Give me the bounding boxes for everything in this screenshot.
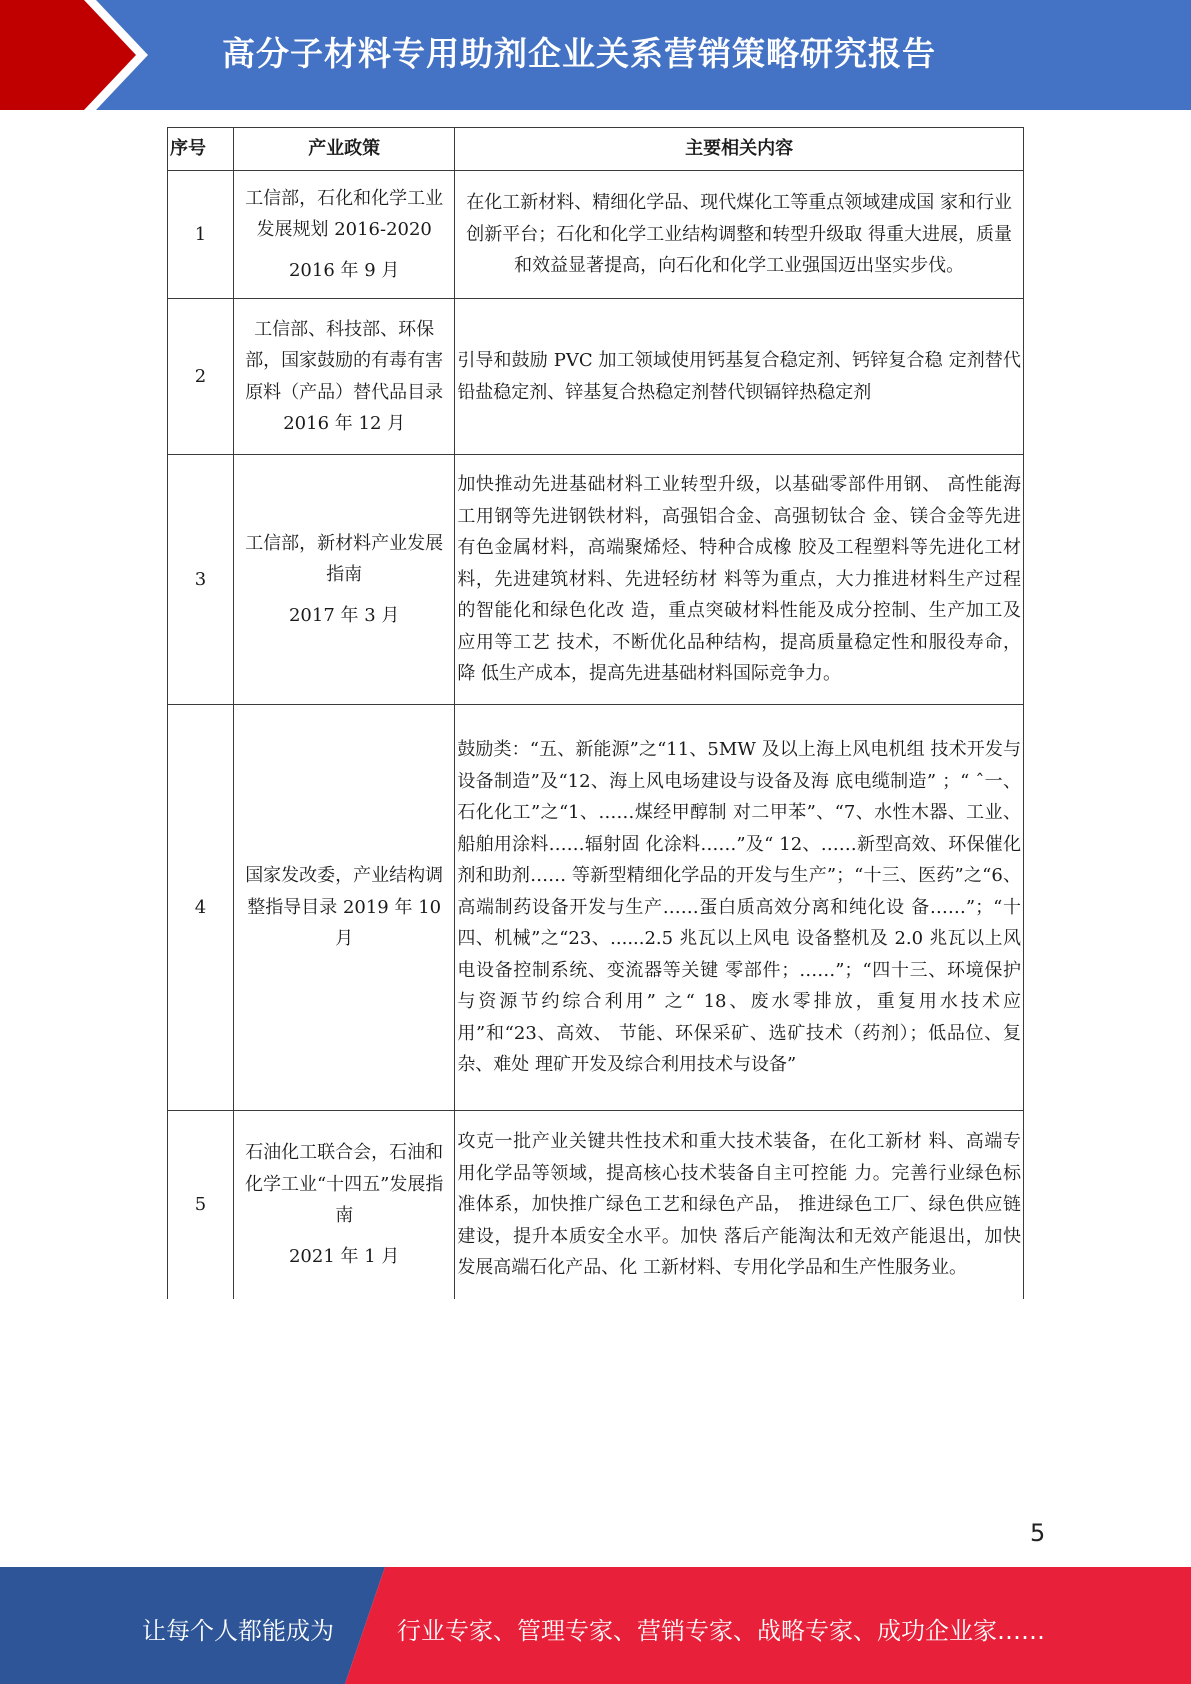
table-row bbox=[168, 705, 1024, 1111]
policy-cell bbox=[234, 1111, 455, 1299]
policy-name: 工信部，石化和化学工业发展规划 2016-2020 bbox=[245, 187, 444, 241]
policy-date: 2017 年 3 月 bbox=[288, 604, 400, 626]
page-number: 5 bbox=[1030, 1519, 1046, 1547]
table-row bbox=[168, 171, 1024, 299]
header-no: 序号 bbox=[168, 128, 234, 171]
row-number: 4 bbox=[168, 705, 234, 1111]
policy-cell bbox=[234, 171, 455, 299]
policy-name: 工信部、科技部、环保部，国家鼓励的有毒有害原料（产品）替代品目录 2016 年 12 月 bbox=[245, 318, 444, 434]
header-content: 主要相关内容 bbox=[455, 128, 1024, 171]
row-number: 3 bbox=[168, 455, 234, 705]
policy-cell bbox=[234, 705, 455, 1111]
table-row bbox=[168, 455, 1024, 705]
row-number: 5 bbox=[168, 1111, 234, 1299]
content-cell: 引导和鼓励 PVC 加工领域使用钙基复合稳定剂、钙锌复合稳 定剂替代铅盐稳定剂、锌基复合热稳定剂替代钡镉锌热稳定剂 bbox=[455, 299, 1024, 455]
header-banner bbox=[0, 0, 1191, 110]
red-chevron-graphic bbox=[0, 0, 150, 110]
footer-slogan-right: 行业专家、管理专家、营销专家、战略专家、成功企业家…… bbox=[397, 1617, 1045, 1645]
policy-cell bbox=[234, 299, 455, 455]
content-cell: 加快推动先进基础材料工业转型升级，以基础零部件用钢、 高性能海工用钢等先进钢铁材料，高强铝合金、高强韧钛合 金、镁合金等先进有色金属材料，高端聚烯烃、特种合成橡 胶及工程塑料等先进化工材料，先进建筑材料、先进轻纺材 料等为重点，大力推进材料生产过程的智能化和绿色化改 造，重点突破材料性能及成分控制、生产加工及应用等工艺 技术，不断优化品种结构，提高质量稳定性和服役寿命，降 低生产成本，提高先进基础材料国际竞争力。 bbox=[455, 455, 1024, 705]
policy-cell bbox=[234, 455, 455, 705]
policy-table bbox=[167, 127, 1024, 1299]
content-cell: 鼓励类：“五、新能源”之“11、5MW 及以上海上风电机组 技术开发与设备制造”及“12、海上风电场建设与设备及海 底电缆制造” ；“ ˆ一、石化化工”之“1、……煤经甲醇制 对二甲苯”、“7、水性木器、工业、船舶用涂料……辐射固 化涂料……”及“ 12、……新型高效、环保催化剂和助剂…… 等新型精细化学品的开发与生产”；“十三、医药”之“6、 高端制药设备开发与生产……蛋白质高效分离和纯化设 备……”；“十四、机械”之“23、......2.5 兆瓦以上风电 设备整机及 2.0 兆瓦以上风电设备控制系统、变流器等关键 零部件；……”；“四十三、环境保护与资源节约综合利用” 之“ 18、废水零排放，重复用水技术应用”和“23、高效、 节能、环保采矿、选矿技术（药剂）；低品位、复杂、难处 理矿开发及综合利用技术与设备” bbox=[455, 705, 1024, 1111]
table-row bbox=[168, 299, 1024, 455]
table-header-row bbox=[168, 128, 1024, 171]
policy-date: 2021 年 1 月 bbox=[288, 1245, 400, 1267]
policy-name: 石油化工联合会，石油和化学工业“十四五”发展指南 bbox=[244, 1142, 444, 1227]
policy-date: 2016 年 9 月 bbox=[288, 259, 400, 281]
header-policy: 产业政策 bbox=[234, 128, 455, 171]
content-cell: 在化工新材料、精细化学品、现代煤化工等重点领域建成国 家和行业创新平台；石化和化学工业结构调整和转型升级取 得重大进展，质量和效益显著提高，向石化和化学工业强国迈出坚实步伐。 bbox=[455, 171, 1024, 299]
footer-banner bbox=[0, 1567, 1191, 1684]
content-cell: 攻克一批产业关键共性技术和重大技术装备，在化工新材 料、高端专用化学品等领域，提高核心技术装备自主可控能 力。完善行业绿色标准体系，加快推广绿色工艺和绿色产品， 推进绿色工厂、绿色供应链建设，提升本质安全水平。加快 落后产能淘汰和无效产能退出，加快发展高端石化产品、化 工新材料、专用化学品和生产性服务业。 bbox=[455, 1111, 1024, 1299]
report-title: 高分子材料专用助剂企业关系营销策略研究报告 bbox=[222, 34, 936, 73]
policy-name: 国家发改委，产业结构调整指导目录 2019 年 10 月 bbox=[245, 865, 444, 950]
policy-name: 工信部，新材料产业发展指南 bbox=[245, 532, 444, 586]
row-number: 1 bbox=[168, 171, 234, 299]
row-number: 2 bbox=[168, 299, 234, 455]
table-row bbox=[168, 1111, 1024, 1299]
footer-slogan-left: 让每个人都能成为 bbox=[142, 1617, 334, 1645]
